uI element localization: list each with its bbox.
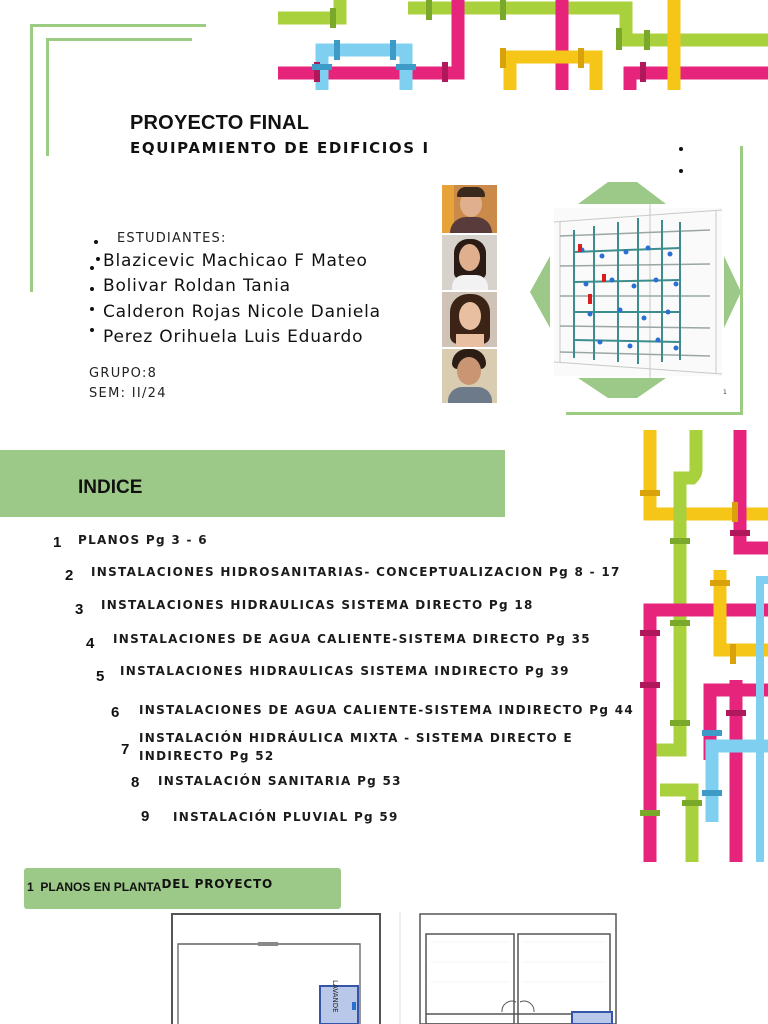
toc-item: INSTALACIONES DE AGUA CALIENTE-SISTEMA DIRECTO Pg 35 <box>113 632 591 646</box>
toc-number: 6 <box>111 704 120 721</box>
toc-item: INSTALACIONES HIDRAULICAS SISTEMA INDIRECTO Pg 39 <box>120 664 570 678</box>
toc-number: 2 <box>65 567 74 584</box>
toc-number: 1 <box>53 534 62 551</box>
student-photo <box>442 235 497 290</box>
pipes-illustration-right <box>640 430 768 862</box>
plans-header <box>27 877 273 894</box>
toc-item: INSTALACIÓN PLUVIAL Pg 59 <box>173 810 399 824</box>
toc-number: 8 <box>131 774 140 791</box>
toc-item: INSTALACIONES HIDROSANITARIAS- CONCEPTUALIZACION Pg 8 - 17 <box>91 565 621 579</box>
student-photo <box>442 349 497 403</box>
bullet <box>96 257 100 261</box>
toc-item: INSTALACIONES DE AGUA CALIENTE-SISTEMA INDIRECTO Pg 44 <box>139 703 635 717</box>
room-label: LAVANDE <box>331 980 339 1013</box>
toc-item-continued: INDIRECTO Pg 52 <box>139 749 275 763</box>
bullet <box>90 266 94 270</box>
toc-item: INSTALACIONES HIDRAULICAS SISTEMA DIRECTO Pg 18 <box>101 598 534 612</box>
plans-label-a: PLANOS EN PLANTA <box>40 880 162 894</box>
student-name: Bolivar Roldan Tania <box>103 276 291 296</box>
index-title: INDICE <box>78 477 143 498</box>
index-header-bar <box>0 450 505 517</box>
plans-number: 1 <box>27 880 34 894</box>
group-label: GRUPO:8 <box>89 366 158 381</box>
building-3d-model <box>530 182 745 400</box>
toc-number: 5 <box>96 668 105 685</box>
pipes-illustration-top <box>278 0 768 90</box>
toc-item: PLANOS Pg 3 - 6 <box>78 533 208 547</box>
frame-line-left-outer <box>30 24 33 292</box>
student-photo <box>442 292 497 347</box>
toc-number: 7 <box>121 741 130 758</box>
toc-number: 9 <box>141 808 150 825</box>
bullet <box>679 169 683 173</box>
toc-item: INSTALACIÓN HIDRÁULICA MIXTA - SISTEMA DIRECTO E <box>139 731 573 745</box>
student-photo <box>442 185 497 233</box>
page-title: PROYECTO FINAL <box>130 112 310 134</box>
bullet <box>90 328 94 332</box>
page-subtitle: EQUIPAMIENTO DE EDIFICIOS I <box>130 139 430 157</box>
frame-line-bottom <box>566 412 743 415</box>
student-name: Blazicevic Machicao F Mateo <box>103 251 368 271</box>
bullet <box>679 147 683 151</box>
frame-line-left-inner <box>46 38 49 156</box>
bullet <box>90 307 94 311</box>
toc-number: 4 <box>86 635 95 652</box>
bullet <box>94 240 98 244</box>
floor-plan-drawing <box>170 912 622 1024</box>
frame-line-top-inner <box>46 38 192 41</box>
plans-label-b: DEL PROYECTO <box>161 877 273 891</box>
toc-item: INSTALACIÓN SANITARIA Pg 53 <box>158 774 402 788</box>
student-name: Perez Orihuela Luis Eduardo <box>103 327 364 347</box>
bullet <box>90 287 94 291</box>
slide-number: 1 <box>723 389 727 396</box>
frame-line-top-outer <box>30 24 206 27</box>
students-label: ESTUDIANTES: <box>117 231 227 246</box>
student-name: Calderon Rojas Nicole Daniela <box>103 302 381 322</box>
semester-label: SEM: II/24 <box>89 386 167 401</box>
toc-number: 3 <box>75 601 84 618</box>
